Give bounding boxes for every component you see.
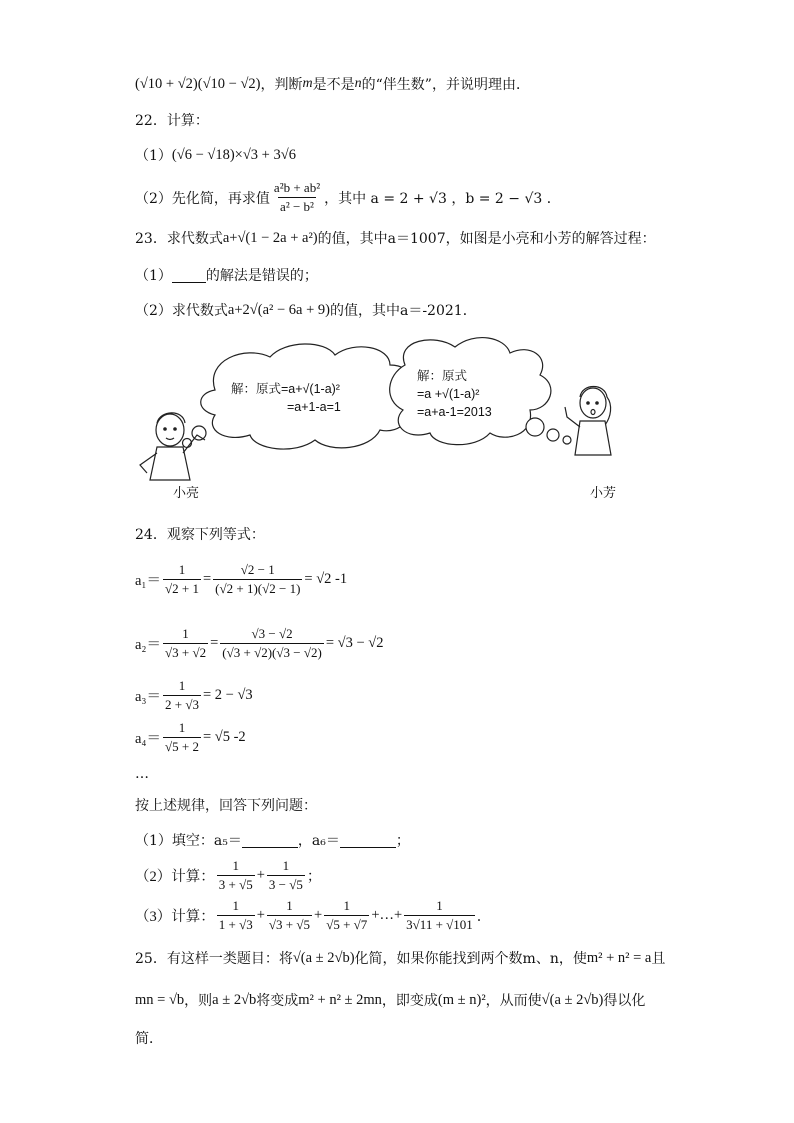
a2-f2-num: √3 − √2 [251, 626, 293, 641]
prompt-text: 按上述规律，回答下列问题： [135, 798, 317, 814]
p3-dots: +…+ [371, 907, 403, 923]
q25-l3: 简． [135, 1031, 163, 1047]
right-bubble-line1: 解：原式 [417, 369, 468, 383]
q25-l2-g: (m ± n)² [437, 991, 486, 1008]
q25-l1-d: m² + n² = a [586, 949, 652, 966]
q25-l1-expr: √(a ± 2√b) [292, 949, 355, 966]
a2-f2-den: (√3 + √2)(√3 − √2) [222, 645, 322, 660]
q23-p1-blank[interactable] [172, 268, 206, 283]
name-left: 小亮 [173, 486, 200, 501]
p3-label: （3）计算： [135, 909, 215, 925]
a2-f1-num: 1 [182, 626, 189, 641]
p1-c: ； [395, 833, 410, 849]
q23-part1 [135, 265, 318, 285]
q23-p2-a: （2）求代数式 [135, 303, 228, 319]
p2-f1-num: 1 [232, 858, 239, 873]
q23-title-expr: a+√(1 − 2a + a²) [222, 229, 318, 246]
q24-a4 [135, 720, 246, 755]
p2-label: （2）计算： [135, 869, 215, 885]
a3-f1-num: 1 [178, 678, 186, 693]
a3-lhs: a₃＝ [135, 689, 161, 705]
a6-blank[interactable] [340, 833, 396, 848]
q24-title [135, 524, 265, 544]
q23-title-a: 23．求代数式 [135, 231, 223, 247]
p2-f2-den: 3 − √5 [268, 877, 303, 892]
left-thought-cloud [183, 344, 413, 449]
a4-rhs: = √5 -2 [202, 729, 246, 745]
a3-rhs: = 2 − √3 [202, 687, 253, 703]
q25-l1-b: 化简，如果你能找到两个数 [354, 951, 523, 967]
q25-l1-c: m、n，使 [522, 951, 587, 967]
a4-f1-num: 1 [178, 720, 186, 735]
q25-l2-f: ，即变成 [381, 993, 438, 1009]
q25-l2-j: 得以化 [603, 993, 646, 1009]
a5-blank[interactable] [242, 833, 298, 848]
a4-f1-den: √5 + 2 [165, 739, 199, 754]
right-bubble-line2: =a +√(1-a)² [417, 387, 480, 401]
q24-part3: （3）计算： $\frac{1}{1 + √3}$ + $\frac{1}{√3 + √5}$ + $\frac{1}{√5 + √7}$ +…+ $\frac{1}{3√11 + √101}$ ． [135, 898, 492, 932]
q22-p2-fraction [272, 180, 322, 215]
q24-title-text: 24．观察下列等式： [135, 527, 265, 543]
q25-l2-d: 将变成 [256, 993, 299, 1009]
p2-f2-num: 1 [282, 858, 290, 873]
q23-title-b: 的值，其中 [317, 231, 388, 247]
p1-a: （1）填空：a₅＝ [135, 833, 242, 849]
a1-f1-den: √2 + 1 [165, 581, 199, 596]
q22-title [135, 110, 209, 130]
girl-figure [565, 387, 611, 456]
q21-text-a: ，判断 [260, 77, 303, 93]
q24-part2: （2）计算： $\frac{1}{3 + √5}$ + $\frac{1}{3 - √5}$ ； [135, 858, 322, 892]
left-bubble-line2: =a+1-a=1 [287, 400, 341, 414]
p3-f2-num: 1 [286, 898, 293, 913]
p3-f4-den: 3√11 + √101 [406, 917, 473, 932]
a1-rhs: = √2 -1 [304, 571, 348, 587]
q22-p2-cond: ，其中 a = 2 + √3 ，b = 2 − √3 ． [324, 190, 561, 207]
p3-f3-num: 1 [343, 898, 350, 913]
q22-part1 [135, 145, 296, 165]
left-bubble-line1: 解：原式=a+√(1-a)² [231, 382, 340, 396]
p3-f4-num: 1 [436, 898, 443, 913]
q25-line1 [135, 948, 665, 968]
q24-part1 [135, 830, 410, 850]
boy-figure [140, 413, 205, 480]
q21-text-c: 的“伴生数”，并说明理由． [361, 77, 530, 93]
q23-p2-expr: a+2√(a² − 6a + 9) [227, 301, 330, 318]
q22-p2-den: a² − b² [280, 199, 314, 214]
q23-p1-text: 的解法是错误的； [205, 268, 318, 284]
q24-a2: a₂＝ $\frac{1}{√3 + √2}$ = $\frac{√3 - √2}{(√3 + √2)(√3 - √2)}$ = √3 − √2 [135, 626, 384, 660]
p3-f2-den: √3 + √5 [268, 917, 311, 932]
q22-p2-label: （2）先化简，再求值 [135, 190, 270, 207]
q22-part2 [135, 180, 561, 215]
q22-p2-num: a²b + ab² [273, 180, 321, 195]
q25-line2 [135, 990, 645, 1010]
a1-f1-num: 1 [178, 562, 186, 577]
p1-b: ，a₆＝ [297, 833, 340, 849]
q24-ellipsis [135, 766, 149, 782]
name-right: 小芳 [590, 486, 617, 501]
q25-l2-i: √(a ± 2√b) [541, 991, 604, 1008]
q23-part2 [135, 300, 477, 320]
q25-l2-c: a ± 2√b [212, 991, 257, 1008]
a2-rhs: = √3 − √2 [325, 635, 384, 651]
q25-l2-b: ，则 [184, 993, 213, 1009]
q22-title-text: 22．计算： [135, 113, 209, 129]
q24-a1: a₁＝ $\frac{1}{√2 + 1}$ = $\frac{√2 - 1}{(√2 + 1)(√2 - 1)}$ = √2 -1 [135, 562, 348, 596]
q25-l2-a: mn = √b [135, 991, 185, 1008]
a4-lhs: a₄＝ [135, 731, 161, 747]
q21-expr: (√10 + √2)(√10 − √2) [135, 75, 261, 92]
q24-a3 [135, 678, 253, 713]
a1-lhs: a₁＝ [135, 573, 161, 589]
a1-f2-den: (√2 + 1)(√2 − 1) [215, 581, 301, 596]
q22-p1-label: （1） [135, 148, 172, 164]
q25-l1-a: 25．有这样一类题目：将 [135, 951, 293, 967]
right-bubble-line3: =a+a-1=2013 [417, 405, 492, 419]
q23-title [135, 228, 656, 248]
q21-text-b: 是不是 [312, 77, 355, 93]
q21-m: m [302, 76, 313, 91]
q25-line3 [135, 1028, 163, 1048]
q23-title-c: a＝1007，如图是小亮和小芳的解答过程： [387, 231, 656, 247]
ellipsis: … [135, 766, 149, 782]
q25-l2-h: ，从而使 [485, 993, 542, 1009]
q23-figure [135, 335, 655, 510]
a1-f2-num: √2 − 1 [240, 562, 275, 577]
q25-l1-e: 且 [651, 951, 666, 967]
a2-f1-den: √3 + √2 [165, 645, 207, 660]
q24-prompt [135, 795, 317, 815]
q21-tail-line [135, 74, 530, 94]
p3-f1-num: 1 [232, 898, 239, 913]
q23-p1-label: （1） [135, 268, 172, 284]
q25-l2-e: m² + n² ± 2mn [298, 991, 382, 1008]
p2-f1-den: 3 + √5 [218, 877, 253, 892]
a2-lhs: a₂＝ [135, 637, 161, 653]
a3-f1-den: 2 + √3 [165, 697, 199, 712]
q23-p2-b: 的值，其中 [329, 303, 400, 319]
p3-f1-den: 1 + √3 [218, 917, 253, 932]
q21-n: n [354, 76, 362, 91]
q22-p1-expr: (√6 − √18)×√3 + 3√6 [171, 146, 296, 163]
p3-f3-den: √5 + √7 [326, 917, 368, 932]
q23-p2-c: a＝-2021． [399, 303, 477, 319]
